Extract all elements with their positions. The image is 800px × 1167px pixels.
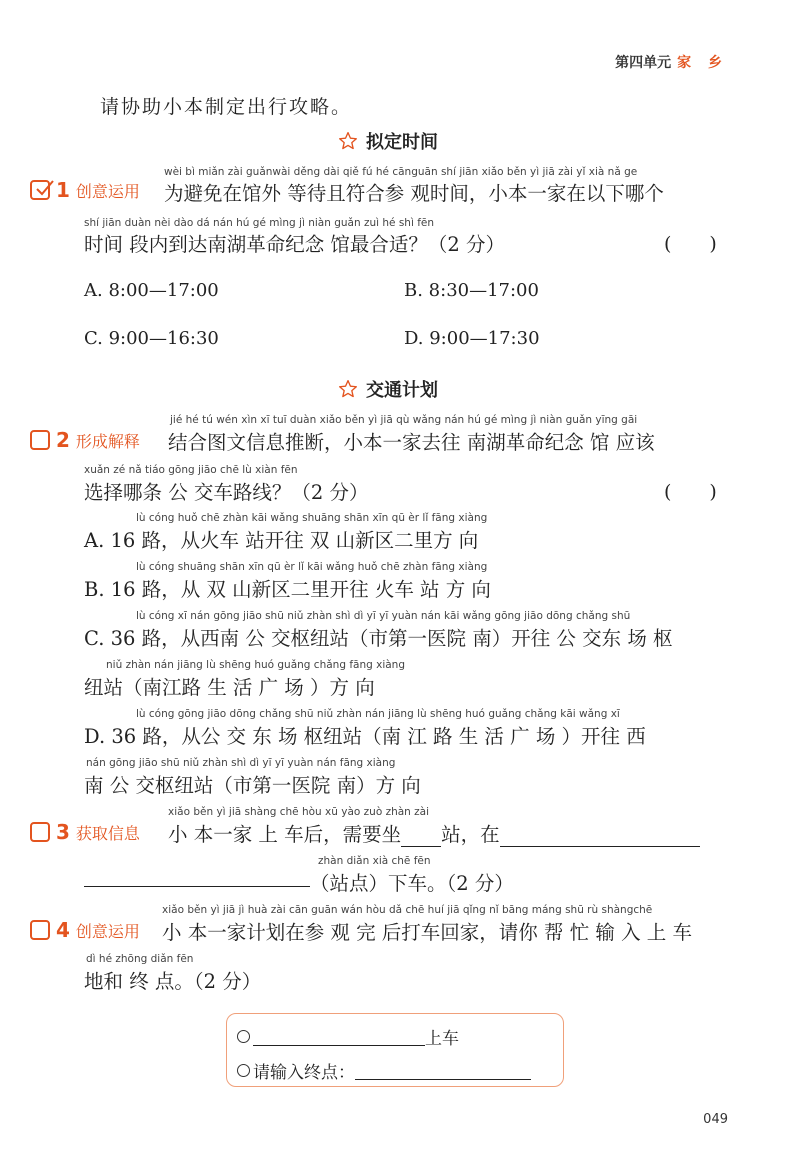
question-4-line-1: 小 本一家计划在参 观 完 后打车回家，请你 帮 忙 输 入 上 车 — [162, 921, 692, 944]
pinyin-line: wèi bì miǎn zài guǎnwài děng dài qiě fú hé cānguān shí jiān xiǎo běn yì jiā zài yǐ xià nǎ ge — [164, 166, 638, 178]
option-d[interactable]: D. 9:00—17:30 — [404, 328, 540, 349]
question-1-checkbox[interactable] — [30, 180, 50, 200]
section-label: 拟定时间 — [366, 132, 438, 153]
question-3-line-2-blank-wrap — [84, 868, 310, 887]
question-2-header — [30, 428, 140, 452]
check-icon — [33, 179, 55, 199]
question-tag: 创意运用 — [75, 921, 140, 941]
question-tag: 形成解释 — [75, 431, 140, 451]
pickup-suffix: 上车 — [425, 1029, 459, 1049]
question-3-line-1 — [168, 819, 700, 847]
question-3-line-2: （站点）下车。（2 分） — [310, 872, 514, 895]
intro-text: 请协助小本制定出行攻略。 — [100, 96, 353, 118]
question-3-text-b: 站，在 — [441, 823, 500, 846]
option-a[interactable]: A. 8:00—17:00 — [84, 280, 219, 301]
page-number: 049 — [703, 1112, 728, 1127]
question-number: 1 — [56, 178, 70, 202]
question-1-line-2: 时间 段内到达南湖革命纪念 馆最合适？（2 分） — [84, 233, 506, 256]
option-a[interactable]: A. 16 路，从火车 站开往 双 山新区二里方 向 — [84, 529, 479, 552]
stop-name-blank[interactable] — [500, 828, 700, 847]
pinyin-line: niǔ zhàn nán jiāng lù shēng huó guǎng chǎng fāng xiàng — [106, 659, 405, 671]
stop-count-blank[interactable] — [401, 828, 441, 847]
pickup-input[interactable] — [253, 1027, 425, 1046]
option-c-continued: 纽站（南江路 生 活 广 场 ）方 向 — [84, 676, 375, 699]
question-tag: 创意运用 — [75, 181, 140, 201]
question-2-checkbox[interactable] — [30, 430, 50, 450]
station-blank[interactable] — [84, 868, 310, 887]
pinyin-line: lù cóng gōng jiāo dōng chǎng shū niǔ zhàn nán jiāng lù shēng huó guǎng chǎng kāi wǎng xī — [136, 708, 620, 720]
pinyin-line: xuǎn zé nǎ tiáo gōng jiāo chē lù xiàn fēn — [84, 464, 298, 476]
question-1-line-1: 为避免在馆外 等待且符合参 观时间，小本一家在以下哪个 — [164, 182, 664, 205]
destination-label: 请输入终点： — [253, 1063, 355, 1083]
section-label: 交通计划 — [366, 380, 438, 401]
pinyin-line: lù cóng shuāng shān xīn qū èr lǐ kāi wǎng huǒ chē zhàn fāng xiàng — [136, 561, 488, 573]
option-d[interactable]: D. 36 路，从公 交 东 场 枢纽站（南 江 路 生 活 广 场 ）开往 西 — [84, 725, 646, 748]
question-number: 3 — [56, 820, 70, 844]
pinyin-line: nán gōng jiāo shū niǔ zhàn shì dì yī yī yuàn nán fāng xiàng — [86, 757, 396, 769]
question-3-text-a: 小 本一家 上 车后，需要坐 — [168, 823, 402, 846]
question-number: 4 — [56, 918, 70, 942]
unit-label: 第四单元 — [615, 55, 672, 71]
option-c[interactable]: C. 36 路，从西南 公 交枢纽站（市第一医院 南）开往 公 交东 场 枢 — [84, 627, 673, 650]
destination-row — [237, 1058, 531, 1083]
answer-parentheses[interactable]: ( ) — [664, 481, 717, 503]
option-d-continued: 南 公 交枢纽站（市第一医院 南）方 向 — [84, 774, 421, 797]
section-title-time — [338, 128, 438, 154]
pinyin-line: zhàn diǎn xià chē fēn — [318, 855, 431, 867]
section-title-transport — [338, 376, 438, 402]
pinyin-line: dì hé zhōng diǎn fēn — [86, 953, 194, 965]
pinyin-line: shí jiān duàn nèi dào dá nán hú gé mìng jì niàn guǎn zuì hé shì fēn — [84, 217, 435, 229]
question-2-line-1: 结合图文信息推断，小本一家去往 南湖革命纪念 馆 应该 — [168, 431, 655, 454]
question-2-line-2: 选择哪条 公 交车路线？（2 分） — [84, 481, 369, 504]
question-4-checkbox[interactable] — [30, 920, 50, 940]
page-header — [615, 52, 728, 72]
radio-circle-icon — [237, 1064, 250, 1077]
question-4-header — [30, 918, 140, 942]
question-3-checkbox[interactable] — [30, 822, 50, 842]
answer-parentheses[interactable]: ( ) — [664, 233, 717, 255]
pinyin-line: lù cóng huǒ chē zhàn kāi wǎng shuāng shān xīn qū èr lǐ fāng xiàng — [136, 512, 488, 524]
question-tag: 获取信息 — [75, 823, 140, 843]
radio-circle-icon — [237, 1030, 250, 1043]
pinyin-line: lù cóng xī nán gōng jiāo shū niǔ zhàn shì dì yī yī yuàn nán kāi wǎng gōng jiāo dōng chǎng shū — [136, 610, 631, 622]
question-3-header — [30, 820, 140, 844]
question-number: 2 — [56, 428, 70, 452]
destination-input[interactable] — [355, 1061, 531, 1080]
star-icon — [338, 131, 358, 151]
option-c[interactable]: C. 9:00—16:30 — [84, 328, 219, 349]
question-1-header — [30, 178, 140, 202]
option-b[interactable]: B. 8:30—17:00 — [404, 280, 539, 301]
pinyin-line: jié hé tú wén xìn xī tuī duàn xiǎo běn yì jiā qù wǎng nán hú gé mìng jì niàn guǎn yīng gāi — [170, 414, 638, 426]
option-b[interactable]: B. 16 路，从 双 山新区二里开往 火车 站 方 向 — [84, 578, 491, 601]
star-icon — [338, 379, 358, 399]
pinyin-line: xiǎo běn yì jiā jì huà zài cān guān wán hòu dǎ chē huí jiā qǐng nǐ bāng máng shū rù shàngchē — [162, 904, 653, 916]
question-4-line-2: 地和 终 点。（2 分） — [84, 970, 262, 993]
unit-title: 家 乡 — [677, 55, 728, 71]
pinyin-line: xiǎo běn yì jiā shàng chē hòu xū yào zuò zhàn zài — [168, 806, 430, 818]
pickup-row — [237, 1024, 459, 1049]
ride-hailing-input-box — [226, 1013, 564, 1087]
